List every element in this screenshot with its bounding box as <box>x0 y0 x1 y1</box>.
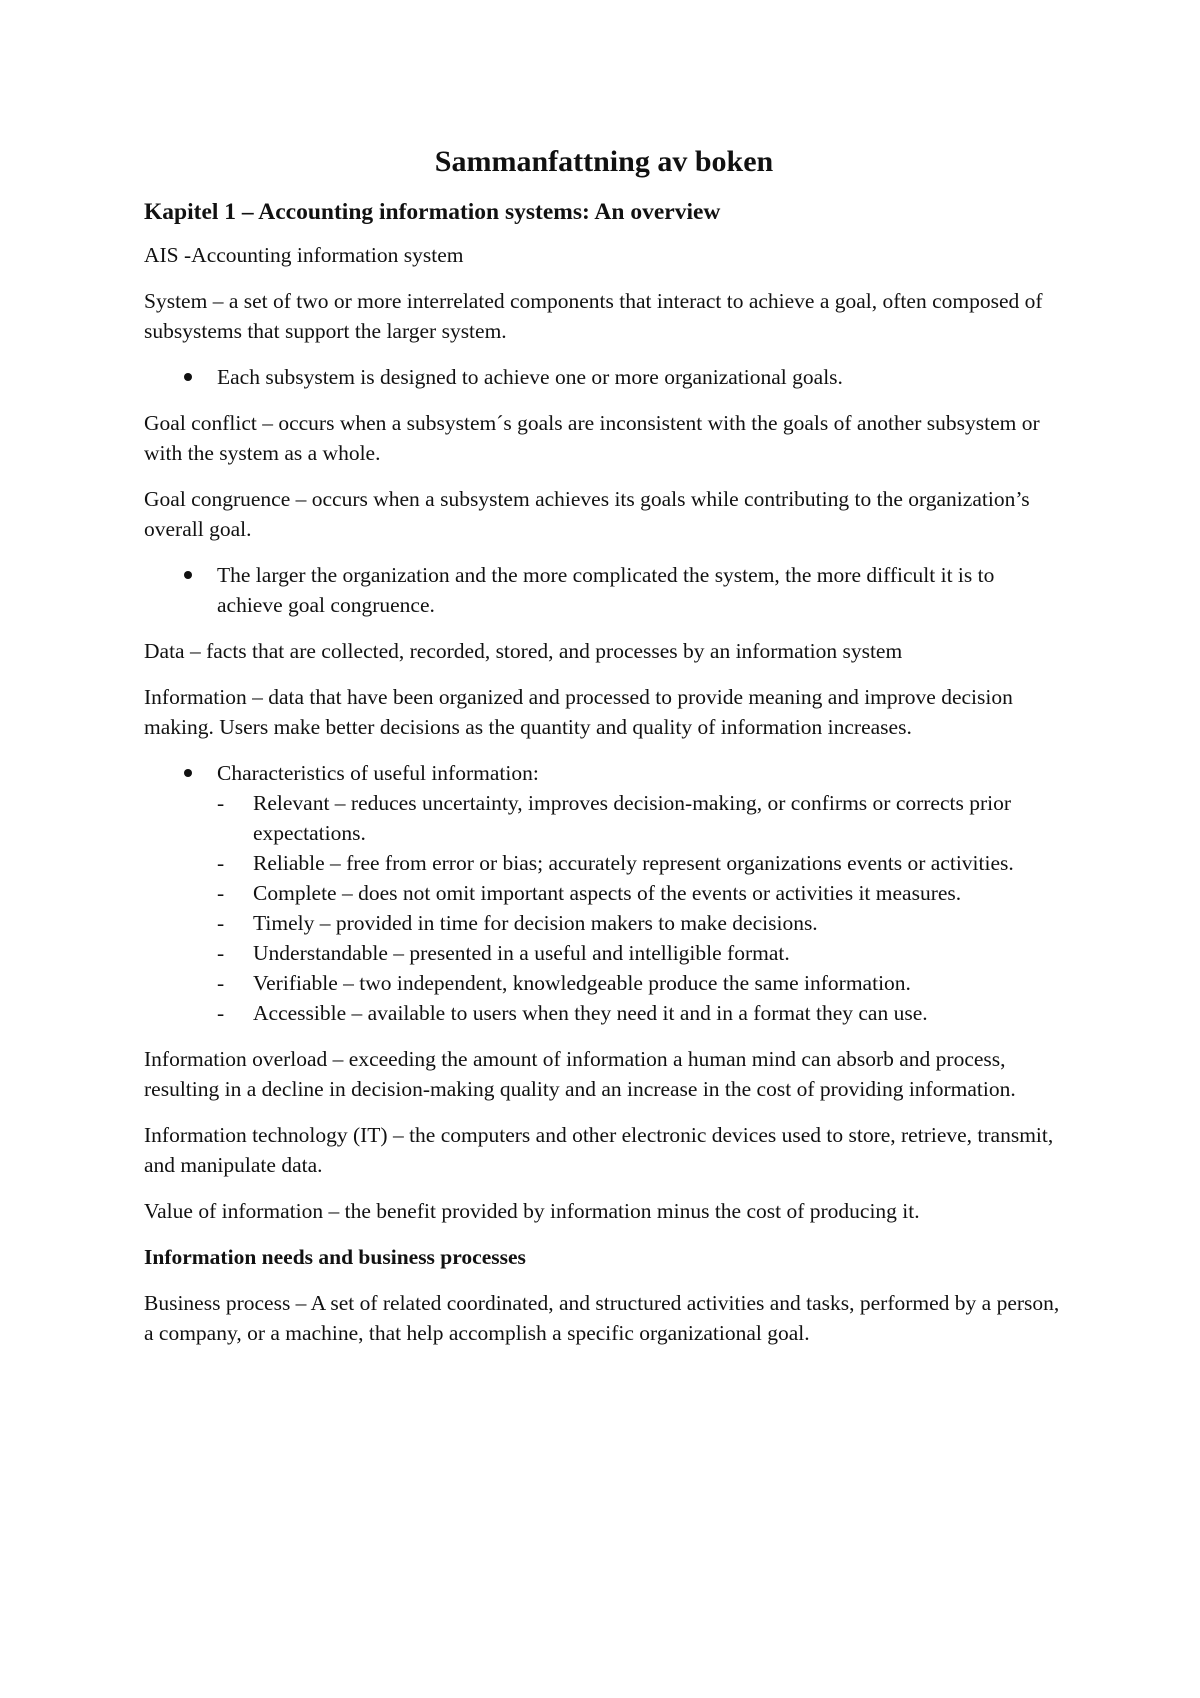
characteristic-item <box>217 998 1064 1028</box>
paragraph-information: Information – data that have been organized and processed to provide meaning and improve decision making. Users make better decisions as the quantity and quality of information increases. <box>144 685 1013 739</box>
bullet-list-congruence <box>144 560 1064 620</box>
characteristic-text: Accessible – available to users when they need it and in a format they can use. <box>253 1001 928 1025</box>
paragraph-business-process: Business process – A set of related coordinated, and structured activities and tasks, performed by a person, a company, or a machine, that help accomplish a specific organizational goal. <box>144 1291 1060 1345</box>
dash-icon: - <box>217 1001 225 1025</box>
bullet-list-system <box>144 362 1064 392</box>
dash-icon: - <box>217 791 225 815</box>
dash-icon: - <box>217 851 225 875</box>
bullet-text: The larger the organization and the more complicated the system, the more difficult it is to achieve goal congruence. <box>217 563 995 617</box>
paragraph-goal-conflict: Goal conflict – occurs when a subsystem´s goals are inconsistent with the goals of another subsystem or with the system as a whole. <box>144 411 1040 465</box>
paragraph-information-overload: Information overload – exceeding the amount of information a human mind can absorb and process, resulting in a decline in decision-making quality and an increase in the cost of providing information. <box>144 1047 1016 1101</box>
characteristic-text: Timely – provided in time for decision makers to make decisions. <box>253 911 818 935</box>
characteristics-list <box>217 788 1064 1028</box>
bullet-text: Characteristics of useful information: <box>217 761 539 785</box>
paragraph-data: Data – facts that are collected, recorded, stored, and processes by an information system <box>144 639 903 663</box>
characteristic-item <box>217 908 1064 938</box>
dash-icon: - <box>217 911 225 935</box>
document-body <box>144 142 1064 1364</box>
characteristic-text: Understandable – presented in a useful and intelligible format. <box>253 941 790 965</box>
characteristic-text: Complete – does not omit important aspects of the events or activities it measures. <box>253 881 962 905</box>
dash-icon: - <box>217 941 225 965</box>
document-title: Sammanfattning av boken <box>434 145 774 178</box>
dash-icon: - <box>217 881 225 905</box>
characteristic-item <box>217 968 1064 998</box>
characteristic-item <box>217 788 1064 848</box>
bullet-item <box>144 560 1064 620</box>
bullet-item <box>144 758 1064 1028</box>
bullet-list-characteristics <box>144 758 1064 1028</box>
characteristic-item <box>217 878 1064 908</box>
section-subheading: Information needs and business processes <box>144 1245 526 1269</box>
characteristic-item <box>217 848 1064 878</box>
bullet-icon <box>184 769 192 777</box>
paragraph-value-of-information: Value of information – the benefit provided by information minus the cost of producing it. <box>144 1199 920 1223</box>
characteristic-text: Reliable – free from error or bias; accurately represent organizations events or activities. <box>253 851 1014 875</box>
paragraph-system: System – a set of two or more interrelated components that interact to achieve a goal, often composed of subsystems that support the larger system. <box>144 289 1043 343</box>
characteristic-item <box>217 938 1064 968</box>
characteristic-text: Relevant – reduces uncertainty, improves decision-making, or confirms or corrects prior expectations. <box>253 791 1012 845</box>
bullet-item <box>144 362 1064 392</box>
bullet-icon <box>184 571 192 579</box>
paragraph-information-technology: Information technology (IT) – the computers and other electronic devices used to store, retrieve, transmit, and manipulate data. <box>144 1123 1054 1177</box>
bullet-text: Each subsystem is designed to achieve one or more organizational goals. <box>217 365 843 389</box>
dash-icon: - <box>217 971 225 995</box>
bullet-icon <box>184 373 192 381</box>
paragraph-goal-congruence: Goal congruence – occurs when a subsystem achieves its goals while contributing to the organization’s overall goal. <box>144 487 1030 541</box>
chapter-heading: Kapitel 1 – Accounting information systems: An overview <box>144 199 721 225</box>
characteristic-text: Verifiable – two independent, knowledgeable produce the same information. <box>253 971 911 995</box>
paragraph-ais: AIS -Accounting information system <box>144 243 464 267</box>
